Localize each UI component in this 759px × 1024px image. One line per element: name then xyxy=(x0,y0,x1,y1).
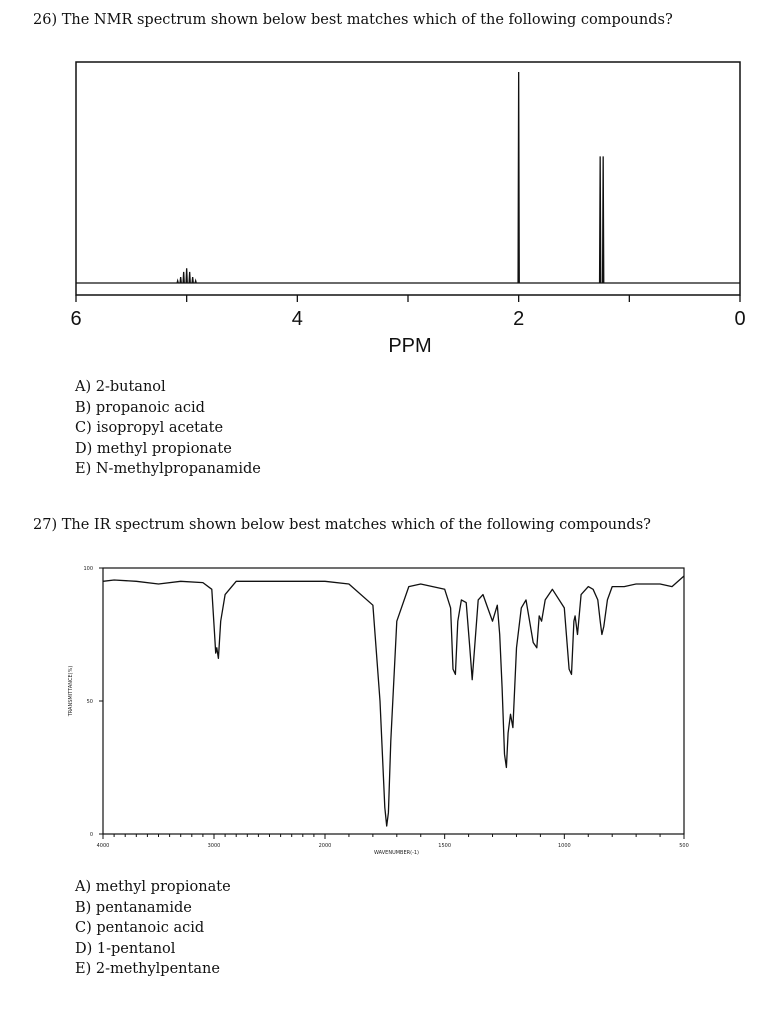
q26-option-b[interactable]: B) propanoic acid xyxy=(75,399,205,416)
q26-option-d[interactable]: D) methyl propionate xyxy=(75,440,232,457)
ir-x-axis-label: WAVENUMBER(-1) xyxy=(373,850,420,856)
ir-spectrum-line xyxy=(103,576,684,826)
ir-x-tick-label: 4000 xyxy=(96,843,110,849)
ir-x-tick-label: 1500 xyxy=(438,843,452,849)
ir-x-tick-label: 2000 xyxy=(318,843,332,849)
q27-option-b[interactable]: B) pentanamide xyxy=(75,899,192,916)
question-27-options xyxy=(75,877,231,980)
ir-y-tick-label: 50 xyxy=(86,699,93,705)
q26-option-e[interactable]: E) N-methylpropanamide xyxy=(75,461,261,477)
ir-x-tick-label: 3000 xyxy=(207,843,221,849)
ir-y-tick-label: 0 xyxy=(89,832,93,838)
q27-option-e[interactable]: E) 2-methylpentane xyxy=(75,961,220,977)
q26-option-a[interactable]: A) 2-butanol xyxy=(75,379,166,395)
nmr-x-axis-label: PPM xyxy=(388,335,432,357)
question-27-prompt: 27) The IR spectrum shown below best matches which of the following compounds? xyxy=(33,517,651,533)
q27-option-a[interactable]: A) methyl propionate xyxy=(75,879,231,895)
nmr-tick-label: 2 xyxy=(513,308,525,330)
ir-plot-frame xyxy=(103,568,684,834)
nmr-tick-label: 4 xyxy=(291,308,303,330)
ir-x-tick-label: 1000 xyxy=(557,843,571,849)
ir-y-tick-label: 100 xyxy=(83,566,93,572)
nmr-tick-label: 6 xyxy=(70,308,82,330)
q27-option-d[interactable]: D) 1-pentanol xyxy=(75,940,176,957)
ir-x-tick-label: 500 xyxy=(679,843,689,849)
nmr-tick-label: 0 xyxy=(734,308,746,330)
question-26-prompt: 26) The NMR spectrum shown below best matches which of the following compounds? xyxy=(33,12,673,28)
q27-option-c[interactable]: C) pentanoic acid xyxy=(75,920,205,936)
ir-y-axis-label: TRANSMITTANCE(%) xyxy=(68,665,74,717)
q26-option-c[interactable]: C) isopropyl acetate xyxy=(75,420,224,436)
